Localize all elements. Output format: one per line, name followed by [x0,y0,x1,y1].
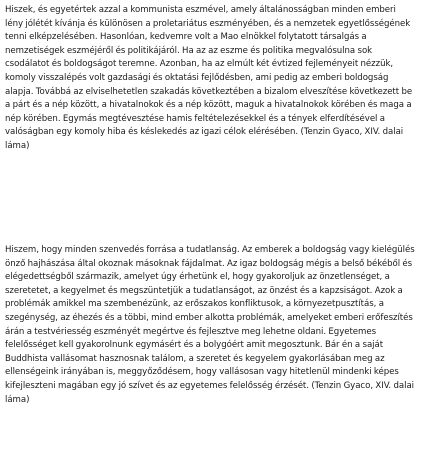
quote-paragraph-2: Hiszem, hogy minden szenvedés forrása a tudatlanság. Az emberek a boldogság vagy kielégülés önző hajhászása által okoznak másoknak fájdalmat. Az igaz boldogság mégis a belső békéből és elégedettségből származik, amelyet úgy érhetünk el, hogy gyakoroljuk az önzetlenséget, a szeretetet, a kegyelmet és megszüntetjük a tudatlanságot, az önzést és a kapzsiságot. Azok a problémák amikkel ma szembenézünk, az erőszakos konfliktusok, a környezetpusztítás, a szegénység, az éhezés és a többi, mind ember alkotta problémák, amelyeket emberi erőfeszítés árán a testvériesség eszményét megértve és fejlesztve meg lehetne oldani. Egyetemes felelősséget kell gyakorolnunk egymásért és a bolygóért amit megosztunk. Bár én a saját Buddhista vallásomat hasznosnak találom, a szeretet és kegyelem gyakorlásában meg az ellenségeink irányában is, meggyőződésem, hogy vallásosan vagy hitetlenül mindenki képes kifejleszteni magában egy jó szívet és az egyetemes felelősség érzését. (Tenzin Gyaco, XIV. dalai láma) [5,245,415,405]
quote-paragraph-1: Hiszek, és egyetértek azzal a kommunista eszmével, amely általánosságban minden emberi lény jólétét kívánja és különösen a proletariátus eszményében, és a nemzetek egyetlősségének tenni elképzelésében. Hasonlóan, kedvemre volt a Mao elnökkel folytatott társalgás a nemzetiségek eszméjéről és politikájáról. Ha az az eszme és politika megvalósulna sok csodálatot és boldogságot teremne. Azonban, ha az elmúlt két évtized fejleményeit nézzük, komoly visszalépés volt gazdasági és oktatási fejlődésben, ami pedig az emberi boldogság alapja. Továbbá az elviselhetetlen szakadás következtében a bizalom elveszítése következett be a párt és a nép között, a hivatalnokok és a nép között, maguk a hivatalnokok körében és maga a nép körében. Egymás megtévesztése hamis feltételezésekkel és a tények elferdítésével a valóságban egy komoly hiba és késlekedés az igazi célok elérésében. (Tenzin Gyaco, XIV. dalai láma) [5,5,413,151]
